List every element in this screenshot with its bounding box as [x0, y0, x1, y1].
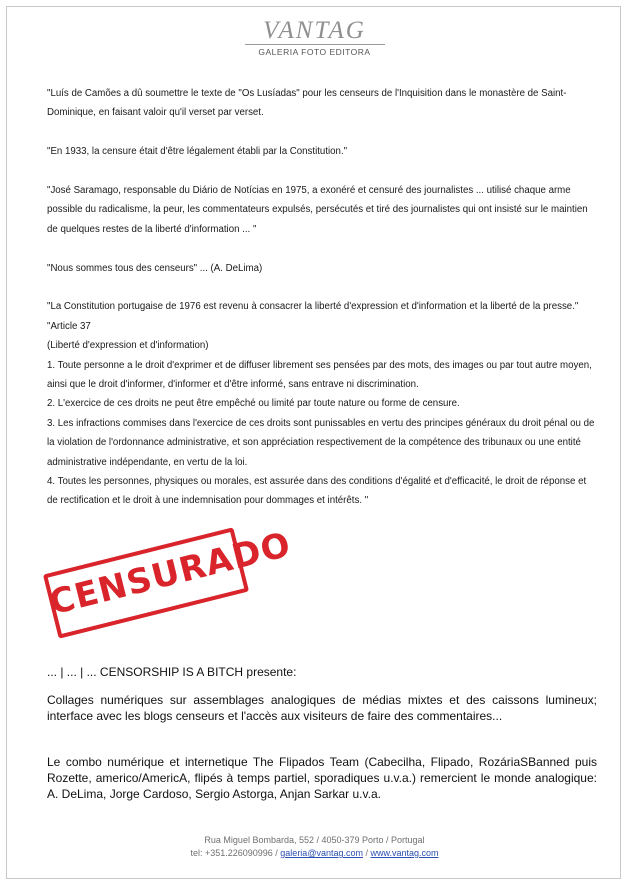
quote-1933: "En 1933, la censure était d'être légalement établi par la Constitution.": [47, 146, 348, 158]
article-title: "Article 37: [47, 320, 91, 332]
page-footer: [0, 834, 629, 860]
quote-camoes: "Luís de Camões a dû soumettre le texte de "Os Lusíadas" pour les censeurs de l'Inquisition dans le monastère de Saint-Dominique, en faisant valoir qu'il verset par verset.: [47, 88, 567, 119]
article-point-1: 1. Toute personne a le droit d'exprimer et de diffuser librement ses pensées par des mots, des images ou par tout autre moyen, ainsi que le droit d'informer, d'informer et d'être informé, sans entrave ni discrimination.: [47, 359, 592, 391]
footer-contact: [0, 847, 629, 860]
article-point-4: 4. Toutes les personnes, physiques ou morales, est assurée dans des conditions d'égalité et d'efficacité, le droit de réponse et de rectification et le droit à une indemnisation pour dommages et intérêts. ": [47, 476, 587, 507]
letterhead: [0, 18, 629, 57]
quote-delima: "Nous sommes tous des censeurs" ... (A. DeLima): [47, 262, 263, 274]
paragraph-gap: [47, 123, 597, 142]
censorship-presents-line: ... | ... | ... CENSORSHIP IS A BITCH presente:: [47, 665, 297, 679]
website-link[interactable]: www.vantag.com: [370, 848, 439, 858]
brand-divider: [245, 44, 385, 45]
article-subtitle: (Liberté d'expression et d'information): [47, 340, 209, 352]
stamp-text: CENSURADO: [45, 524, 296, 624]
paragraph-gap: [47, 162, 597, 181]
footer-separator: /: [362, 848, 371, 858]
quote-saramago: "José Saramago, responsable du Diário de Notícias en 1975, a exonéré et censuré des journalistes ... utilisé chaque arme possible du radicalisme, la peur, les commentateurs expulsés, persécutés et tiré des journalistes qui ont insisté sur le maintien de quelques restes de la liberté d'information ... ": [47, 185, 588, 235]
footer-tel: tel: +351.226090996 /: [190, 848, 281, 858]
brand-logo-text: VANTAG: [263, 17, 366, 44]
paragraph-gap: [47, 278, 597, 297]
quotes-section: [47, 84, 597, 511]
email-link[interactable]: galeria@vantag.com: [280, 848, 363, 858]
article-point-2: 2. L'exercice de ces droits ne peut être empêché ou limité par toute nature ou forme de censure.: [47, 398, 460, 410]
team-paragraph: Le combo numérique et internetique The Flipados Team (Cabecilha, Flipado, RozáriaSBanned puis Rozette, americo/AmericA, flipés à temps partiel, sporadiques u.v.a.) remercient le monde analogique: A. DeLima, Jorge Cardoso, Sergio Astorga, Anjan Sarkar u.v.a.: [47, 755, 597, 801]
brand-subtitle: GALERIA FOTO EDITORA: [258, 47, 371, 57]
article-point-3: 3. Les infractions commises dans l'exercice de ces droits sont punissables en vertu des principes généraux du droit pénal ou de la violation de l'ordonnance administrative, et son appréciation respectivement de la compétence des tribunaux ou une entité administrative indépendante, en vertu de la loi.: [47, 417, 595, 468]
footer-address: Rua Miguel Bombarda, 552 / 4050-379 Porto / Portugal: [204, 835, 425, 845]
paragraph-gap: [47, 239, 597, 258]
quote-constitution: "La Constitution portugaise de 1976 est revenu à consacrer la liberté d'expression et d'information et la liberté de la presse.": [47, 301, 579, 313]
collages-paragraph: Collages numériques sur assemblages analogiques de médias mixtes et des caissons lumineux; interface avec les blogs censeurs et l'accès aux visiteurs de faire des commentaires...: [47, 693, 597, 723]
